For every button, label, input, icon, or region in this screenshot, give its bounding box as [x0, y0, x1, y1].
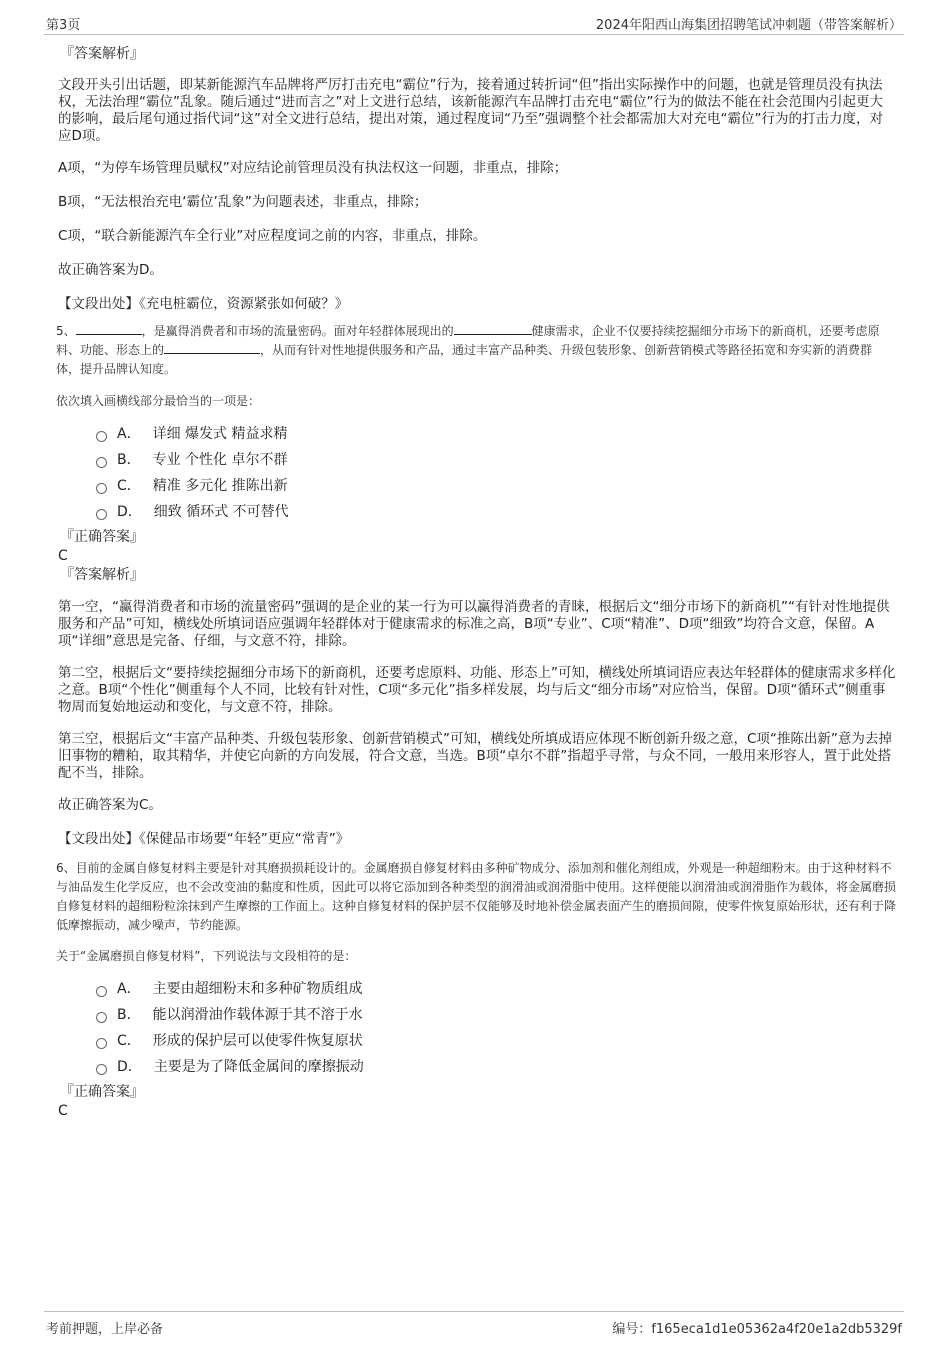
q5-analysis-tag: 『答案解析』	[60, 567, 144, 583]
radio-icon[interactable]	[96, 1064, 107, 1075]
footer-slogan: 考前押题，上岸必备	[46, 1322, 164, 1337]
radio-icon[interactable]	[96, 483, 107, 494]
option-letter: B．	[117, 1007, 141, 1023]
q4-conclusion: 故正确答案为D。	[58, 262, 163, 278]
radio-icon[interactable]	[96, 1012, 107, 1023]
radio-icon[interactable]	[96, 431, 107, 442]
q6-prompt: 关于“金属磨损自修复材料”，下列说法与文段相符的是：	[56, 949, 357, 963]
q5-analysis-p3: 第三空，根据后文“丰富产品种类、升级包装形象、创新营销模式”可知，横线处所填成语应体现不断创新升级之意，C项“推陈出新”意为去掉旧事物的糟粕，取其精华，并使它向新的方向发展，符合文意，当选。B项“卓尔不群”指超乎寻常，与众不同，一般用来形容人，置于此处搭配不当，排除。	[58, 731, 892, 781]
q5-stem-part: 健康需求，企业不仅要持续挖掘细分市场下的新商机，还要考虑原料、功能、形态上的	[56, 324, 880, 357]
q4-analysis-option-c: C项，“联合新能源汽车全行业”对应程度词之前的内容，非重点，排除。	[58, 228, 487, 244]
option-letter: C．	[117, 1033, 141, 1049]
q5-option-c[interactable]	[96, 473, 896, 499]
q4-analysis-option-b: B项，“无法根治充电‘霸位’乱象”为问题表述，非重点，排除；	[58, 194, 428, 210]
q4-analysis-option-a: A项，“为停车场管理员赋权”对应结论前管理员没有执法权这一问题，非重点，排除；	[58, 160, 568, 176]
q4-analysis-paragraph: 文段开头引出话题，即某新能源汽车品牌将严厉打击充电“霸位”行为，接着通过转折词“但”指出实际操作中的问题，也就是管理员没有执法权，无法治理“霸位”乱象。随后通过“进而言之”对上文进行总结，该新能源汽车品牌打击充电“霸位”行为的做法不能在社会范围内引起更大的影响，最后尾句通过指代词“这”对全文进行总结，提出对策，通过程度词“乃至”强调整个社会都需加大对充电“霸位”行为的打击力度，对应D项。	[58, 77, 883, 144]
option-letter: C．	[117, 478, 141, 494]
option-text: 能以润滑油作载体源于其不溶于水	[152, 1007, 363, 1023]
radio-icon[interactable]	[96, 509, 107, 520]
option-letter: D．	[117, 1059, 142, 1075]
page-number: 第3页	[46, 18, 81, 33]
option-text: 详细 爆发式 精益求精	[152, 426, 288, 442]
q6-option-b[interactable]	[96, 1002, 896, 1028]
option-text: 细致 循环式 不可替代	[153, 504, 289, 520]
document-title: 2024年阳西山海集团招聘笔试冲刺题（带答案解析）	[595, 18, 902, 33]
q5-conclusion: 故正确答案为C。	[58, 797, 162, 813]
option-text: 主要是为了降低金属间的摩擦振动	[153, 1059, 364, 1075]
q6-answer: C	[58, 1103, 68, 1119]
q6-stem: 6、目前的金属自修复材料主要是针对其磨损损耗设计的。金属磨损自修复材料由多种矿物成分、添加剂和催化剂组成，外观是一种超细粉末。由于这种材料不与油品发生化学反应，也不会改变油的黏度和性质，因此可以将它添加到各种类型的润滑油或润滑脂中使用。这样便能以润滑油或润滑脂作为载体，将金属磨损自修复材料的超细粉粒涂抹到产生摩擦的工作面上。这种自修复材料的保护层不仅能够及时地补偿金属表面产生的磨损间隙，使零件恢复原始形状，还有利于降低摩擦振动，减少噪声，节约能源。	[56, 861, 897, 932]
document-id: 编号：f165eca1d1e05362a4f20e1a2db5329f	[612, 1322, 902, 1337]
q5-analysis-p2: 第二空，根据后文“要持续挖掘细分市场下的新商机，还要考虑原料、功能、形态上”可知，横线处所填词语应表达年轻群体的健康需求多样化之意。B项“个性化”侧重每个人不同，比较有针对性，C项“多元化”指多样发展，均与后文“细分市场”对应恰当，保留。D项“循环式”侧重事物周而复始地运动和变化，与文意不符，排除。	[58, 665, 896, 715]
option-letter: A．	[117, 426, 141, 442]
q5-answer: C	[58, 548, 68, 564]
option-text: 主要由超细粉末和多种矿物质组成	[152, 981, 363, 997]
radio-icon[interactable]	[96, 1038, 107, 1049]
q6-option-a[interactable]	[96, 976, 896, 1002]
option-letter: D．	[117, 504, 142, 520]
q6-option-c[interactable]	[96, 1028, 896, 1054]
q5-answer-tag: 『正确答案』	[60, 529, 144, 545]
q5-option-d[interactable]	[96, 499, 896, 525]
q5-options	[96, 421, 896, 525]
q5-option-b[interactable]	[96, 447, 896, 473]
option-text: 形成的保护层可以使零件恢复原状	[152, 1033, 363, 1049]
q5-blank-2	[454, 322, 532, 335]
q5-analysis-p1: 第一空，“赢得消费者和市场的流量密码”强调的是企业的某一行为可以赢得消费者的青睐，根据后文“细分市场下的新商机”“有针对性地提供服务和产品”可知，横线处所填词语应强调年轻群体对于健康需求的标准之高，B项“专业”、C项“精准”、D项“细致”均符合文意，保留。A项“详细”意思是完备、仔细，与文意不符，排除。	[58, 599, 890, 649]
radio-icon[interactable]	[96, 986, 107, 997]
q5-blank-3	[164, 341, 260, 354]
q5-blank-1	[76, 322, 142, 335]
q6-answer-tag: 『正确答案』	[60, 1084, 144, 1100]
q6-option-d[interactable]	[96, 1054, 896, 1080]
q5-stem-part: ，从而有针对性地提供服务和产品，通过丰富产品种类、升级包装形象、创新营销模式等路径拓宽和夯实新的消费群体，提升品牌认知度。	[56, 343, 873, 376]
q6-options	[96, 976, 896, 1080]
option-text: 精准 多元化 推陈出新	[152, 478, 288, 494]
radio-icon[interactable]	[96, 457, 107, 468]
q5-option-a[interactable]	[96, 421, 896, 447]
option-letter: B．	[117, 452, 141, 468]
q4-analysis-tag: 『答案解析』	[60, 46, 144, 62]
q5-stem-part: ，是赢得消费者和市场的流量密码。面对年轻群体展现出的	[141, 324, 454, 338]
q5-number: 5、	[56, 324, 76, 338]
page-footer	[44, 1311, 904, 1336]
q5-stem	[56, 322, 896, 379]
q5-prompt: 依次填入画横线部分最恰当的一项是：	[56, 394, 261, 408]
q5-source: 【文段出处】《保健品市场要“年轻”更应“常青”》	[58, 831, 350, 847]
page-content	[56, 44, 896, 1120]
option-letter: A．	[117, 981, 141, 997]
page-header	[44, 14, 904, 35]
option-text: 专业 个性化 卓尔不群	[152, 452, 288, 468]
q4-source: 【文段出处】《充电桩霸位，资源紧张如何破？》	[58, 296, 349, 312]
